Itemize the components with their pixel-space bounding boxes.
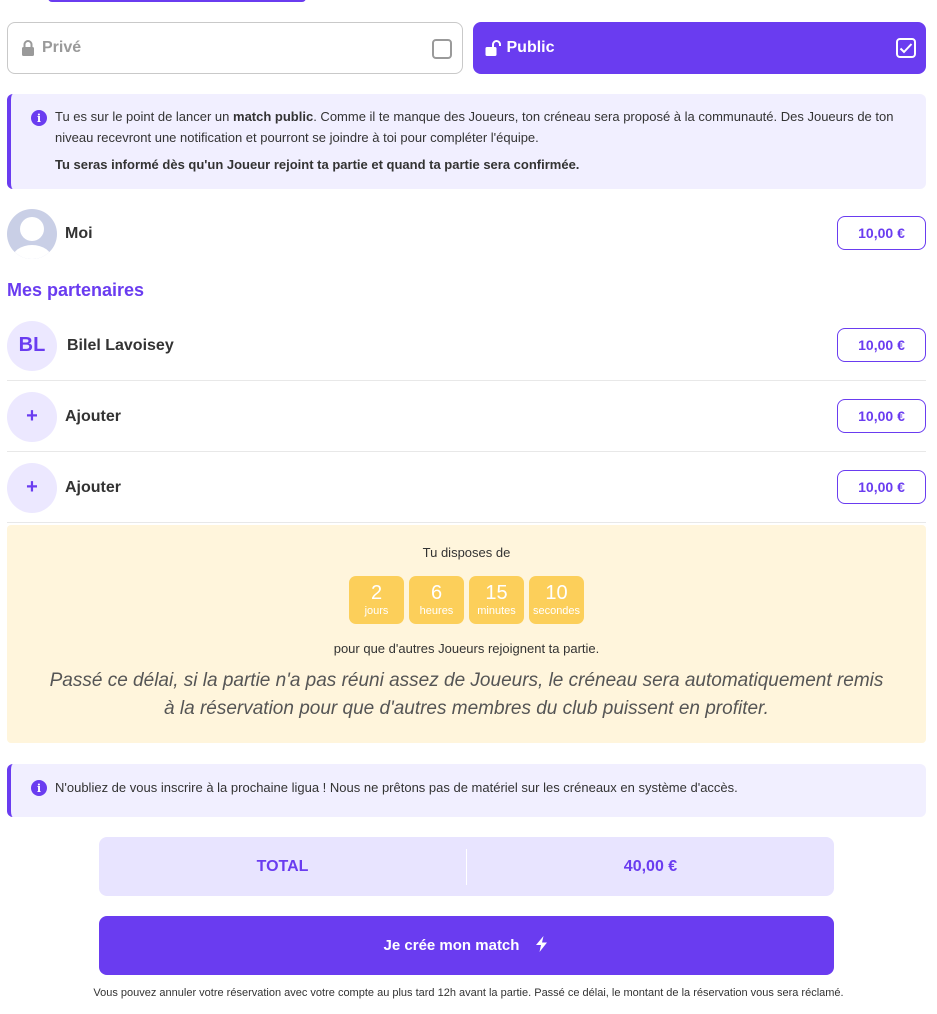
price-button[interactable]: 10,00 € bbox=[837, 328, 926, 362]
countdown-unit: minutes bbox=[477, 605, 516, 617]
club-info bbox=[7, 764, 926, 817]
create-match-label: Je crée mon match bbox=[383, 937, 520, 954]
countdown-value: 15 bbox=[485, 582, 508, 604]
player-name: Bilel Lavoisey bbox=[67, 336, 174, 354]
avatar: BL bbox=[7, 321, 57, 371]
info-icon: i bbox=[31, 780, 47, 796]
player-name: Moi bbox=[65, 225, 93, 242]
countdown-unit: jours bbox=[364, 605, 389, 617]
add-partner-row[interactable] bbox=[7, 382, 926, 452]
unlock-icon bbox=[485, 40, 501, 56]
add-icon[interactable]: + bbox=[7, 463, 57, 513]
countdown-value: 6 bbox=[430, 582, 443, 604]
create-match-button[interactable] bbox=[99, 916, 834, 975]
public-match-description bbox=[55, 106, 906, 148]
info-text-after: . Comme il te manque des Joueurs, ton créneau sera proposé à la communauté. Des Joueurs de ton niveau recevront une notification et pourront se joindre à toi pour compléter l'équipe. bbox=[55, 109, 894, 145]
add-partner-label[interactable]: Ajouter bbox=[65, 407, 121, 425]
private-option[interactable] bbox=[7, 22, 463, 74]
total-bar bbox=[99, 837, 834, 896]
info-text-before: Tu es sur le point de lancer un bbox=[55, 109, 234, 124]
price-button[interactable]: 10,00 € bbox=[837, 216, 926, 250]
notification-notice: Tu seras informé dès qu'un Joueur rejoint ta partie et quand ta partie sera confirmée. bbox=[55, 157, 580, 172]
checkmark-icon bbox=[899, 42, 913, 54]
countdown-timer bbox=[7, 576, 926, 624]
countdown-value: 2 bbox=[370, 582, 383, 604]
countdown-days bbox=[349, 576, 404, 624]
countdown-after: pour que d'autres Joueurs rejoignent ta partie. bbox=[333, 641, 600, 656]
countdown-unit: heures bbox=[419, 605, 454, 617]
previous-section-button-edge bbox=[48, 0, 306, 2]
public-checkbox[interactable] bbox=[896, 38, 916, 58]
price-button[interactable]: 10,00 € bbox=[837, 470, 926, 504]
add-partner-row[interactable] bbox=[7, 453, 926, 523]
avatar bbox=[7, 209, 57, 259]
info-text-bold: match public bbox=[233, 109, 314, 124]
cancellation-footnote: Vous pouvez annuler votre réservation avec votre compte au plus tard 12h avant la partie. Passé ce délai, le montant de la réservation vous sera réclamé. bbox=[93, 987, 844, 999]
user-silhouette-icon bbox=[7, 209, 57, 259]
club-info-text: N'oubliez de vous inscrire à la prochaine ligua ! Nous ne prêtons pas de matériel sur les créneaux en système d'accès. bbox=[55, 780, 738, 795]
public-match-info bbox=[7, 94, 926, 189]
add-icon[interactable]: + bbox=[7, 392, 57, 442]
visibility-toggle bbox=[7, 22, 926, 74]
lightning-icon bbox=[535, 936, 549, 956]
add-partner-label[interactable]: Ajouter bbox=[65, 478, 121, 496]
total-label: TOTAL bbox=[256, 857, 309, 875]
partner-row bbox=[7, 311, 926, 381]
public-option[interactable] bbox=[473, 22, 927, 74]
countdown-value: 10 bbox=[545, 582, 568, 604]
countdown-unit: secondes bbox=[532, 605, 581, 617]
private-checkbox[interactable] bbox=[432, 39, 452, 59]
countdown-minutes bbox=[469, 576, 524, 624]
countdown-panel bbox=[7, 525, 926, 743]
info-icon: i bbox=[31, 110, 47, 126]
private-label: Privé bbox=[42, 39, 82, 56]
total-amount: 40,00 € bbox=[623, 857, 678, 875]
partners-title: Mes partenaires bbox=[7, 280, 145, 300]
countdown-warning: Passé ce délai, si la partie n'a pas réuni assez de Joueurs, le créneau sera automatiquement remis à la réservation pour que d'autres membres du club puissent en profiter. bbox=[49, 670, 884, 719]
countdown-hours bbox=[409, 576, 464, 624]
lock-icon bbox=[20, 40, 36, 56]
countdown-seconds bbox=[529, 576, 584, 624]
player-row-me bbox=[7, 199, 926, 269]
public-label: Public bbox=[506, 39, 555, 56]
price-button[interactable]: 10,00 € bbox=[837, 399, 926, 433]
countdown-intro: Tu disposes de bbox=[422, 545, 511, 560]
